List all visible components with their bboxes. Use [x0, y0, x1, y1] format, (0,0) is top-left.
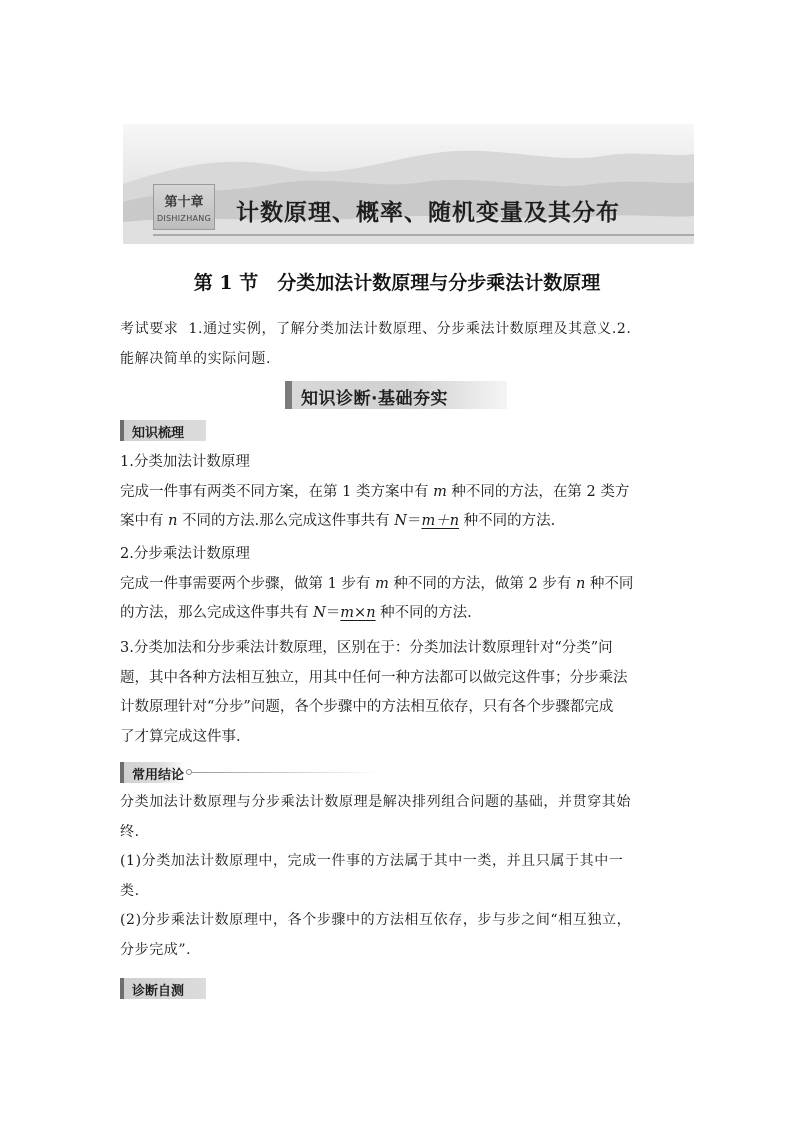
- heading-rule: [192, 772, 382, 773]
- point-3: [120, 634, 680, 752]
- point-3-line: 题，其中各种方法相互独立，用其中任何一种方法都可以做完这件事；分步乘法: [120, 669, 628, 686]
- point-3-line: 计数原理针对“分步”问题，各个步骤中的方法相互依存，只有各个步骤都完成: [120, 699, 614, 715]
- exam-requirement-line2: 能解决简单的实际问题.: [120, 350, 272, 367]
- chapter-pinyin: DISHIZHANG: [156, 214, 212, 223]
- exam-requirement-line1: 1.通过实例，了解分类加法计数原理、分步乘法计数原理及其意义.2.: [188, 321, 632, 337]
- conclusions: [120, 788, 680, 965]
- conclusions-heading-box: [120, 762, 186, 783]
- conclusion-1: (1)分类加法计数原理中，完成一件事的方法属于其中一类，并且只属于其中一: [120, 853, 624, 869]
- chapter-tag: [153, 184, 215, 230]
- heading-bar: [120, 978, 124, 999]
- heading-bar: [120, 762, 124, 783]
- section-banner-title: 知识诊断·基础夯实: [301, 389, 448, 409]
- section-title: 第 1 节 分类加法计数原理与分步乘法计数原理: [193, 272, 601, 294]
- section-banner: [285, 381, 507, 409]
- conclusion-2: (2)分步乘法计数原理中，各个步骤中的方法相互依存，步与步之间“相互独立，: [120, 912, 632, 928]
- point-2-title: 2.分步乘法计数原理: [120, 546, 250, 562]
- formula-equals: ＝: [406, 513, 422, 529]
- conclusion-1: 类.: [120, 882, 140, 899]
- knowledge-heading-box: [120, 420, 206, 441]
- knowledge-heading: 知识梳理: [132, 426, 185, 441]
- chapter-title: 计数原理、概率、随机变量及其分布: [236, 200, 620, 226]
- variable-m: m: [433, 483, 447, 500]
- conclusion-2: 分步完成”.: [120, 941, 192, 958]
- formula-answer-blank: m＋n: [421, 513, 460, 529]
- point-1-text: 种不同的方法.: [459, 513, 556, 529]
- exam-requirement: [120, 315, 680, 374]
- point-2-text: 种不同的方法.: [375, 605, 472, 621]
- point-1: [120, 448, 680, 537]
- point-2-text: 的方法，那么完成这件事共有: [120, 605, 314, 621]
- exam-requirement-label: 考试要求: [120, 321, 179, 337]
- point-3-line: 3.分类加法和分步乘法计数原理，区别在于：分类加法计数原理针对“分类”问: [120, 640, 613, 656]
- banner-bar: [285, 381, 292, 409]
- point-2-text: 种不同的方法，做第 2 步有: [388, 575, 576, 592]
- chapter-banner: [123, 124, 694, 244]
- heading-bar: [120, 420, 124, 441]
- point-1-text: 完成一件事有两类不同方案，在第 1 类方案中有: [120, 483, 434, 500]
- chapter-number: 第十章: [164, 195, 204, 210]
- variable-m: m: [375, 575, 389, 592]
- formula-lhs: N: [313, 605, 326, 621]
- point-1-title: 1.分类加法计数原理: [120, 454, 250, 470]
- point-1-text: 案中有: [120, 513, 169, 529]
- point-1-text: 种不同的方法，在第 2 类方: [446, 483, 630, 500]
- banner-divider: [153, 234, 694, 236]
- formula-answer-blank: m×n: [340, 605, 376, 621]
- variable-n: n: [575, 575, 586, 592]
- formula-equals: ＝: [325, 605, 341, 621]
- formula-lhs: N: [394, 513, 407, 529]
- self-test-heading: 诊断自测: [132, 984, 185, 999]
- conclusion-intro: 终.: [120, 823, 140, 840]
- conclusion-intro: 分类加法计数原理与分步乘法计数原理是解决排列组合问题的基础，并贯穿其始: [120, 794, 631, 810]
- variable-n: n: [168, 513, 178, 529]
- point-2: [120, 540, 680, 629]
- self-test-heading-box: [120, 978, 206, 999]
- point-1-text: 不同的方法.那么完成这件事共有: [177, 513, 395, 529]
- point-3-line: 了才算完成这件事.: [120, 728, 241, 745]
- point-2-text: 完成一件事需要两个步骤，做第 1 步有: [120, 575, 376, 592]
- conclusions-heading: 常用结论: [132, 768, 185, 783]
- point-2-text: 种不同: [585, 575, 634, 592]
